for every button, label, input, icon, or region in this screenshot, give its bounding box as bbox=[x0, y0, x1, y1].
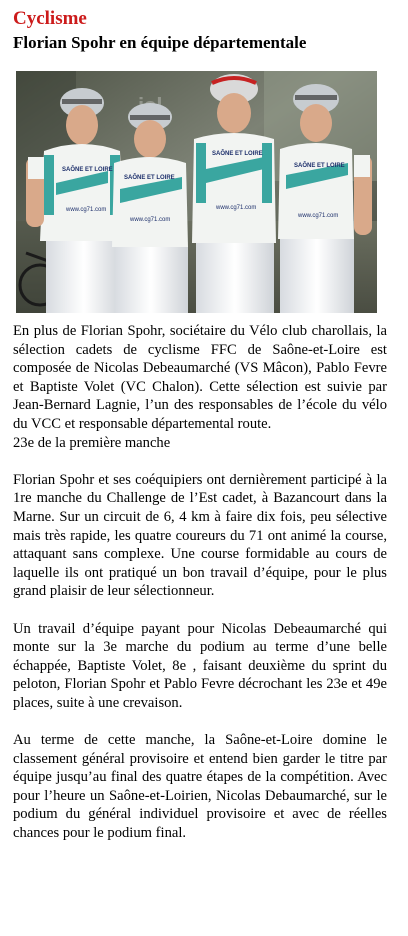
team-photo bbox=[16, 71, 377, 313]
svg-text:www.cg71.com: www.cg71.com bbox=[216, 205, 257, 211]
body-paragraph: Florian Spohr et ses coéquipiers ont dernièrement participé à la 1re manche du Challenge de l’Est cadet, à Bazancourt dans la Marne. Sur un circuit de 6, 4 km à faire dix fois, peu sélective mais très rapide, les quatre coureurs du 71 ont animé la course, attaquant sans complexe. Une course formidable au cours de laquelle ils ont pratiqué un bon travail d’équipe, pour le plus grand plaisir de leur sélectionneur. bbox=[13, 471, 387, 600]
body-subheading: 23e de la première manche bbox=[13, 434, 171, 451]
section-kicker: Cyclisme bbox=[13, 8, 87, 29]
svg-text:SAÔNE ET LOIRE: SAÔNE ET LOIRE bbox=[294, 163, 345, 169]
svg-text:www.cg71.com: www.cg71.com bbox=[130, 217, 171, 223]
body-paragraph: Au terme de cette manche, la Saône-et-Loire domine le classement général provisoire et entend bien garder le titre par équipe jusqu’au final des quatre étapes de la compétition. Avec pour l’heure un Saône-et-Loirien, Nicolas Debaumarché, sur le podium du général individuel provisoire et avec de réelles chances pour le podium final. bbox=[13, 732, 387, 842]
svg-text:SAÔNE ET LOIRE: SAÔNE ET LOIRE bbox=[212, 151, 263, 157]
article-body bbox=[13, 322, 387, 843]
body-paragraph: Un travail d’équipe payant pour Nicolas Debeaumarché qui monte sur la 3e marche du podium au terme d’une belle échappée, Baptiste Volet, 8e , faisant deuxième du sprint du peloton, Florian Spohr et Pablo Fevre décrochant les 23e et 49e places, suite à une crevaison. bbox=[13, 620, 387, 711]
svg-text:SAÔNE ET LOIRE: SAÔNE ET LOIRE bbox=[124, 175, 175, 181]
svg-text:www.cg71.com: www.cg71.com bbox=[298, 213, 339, 219]
body-paragraph: En plus de Florian Spohr, sociétaire du Vélo club charollais, la sélection cadets de cyclisme FFC de Saône-et-Loire est composée de Nicolas Debeaumarché (VS Mâcon), Pablo Fevre et Baptiste Volet (VC Chalon). Cette sélection est suivie par Jean-Bernard Lagnie, l’un des responsables de l’école du vélo du VCC et responsable départemental route. bbox=[13, 323, 387, 432]
svg-text:www.cg71.com: www.cg71.com bbox=[66, 207, 107, 213]
svg-text:SAÔNE ET LOIRE: SAÔNE ET LOIRE bbox=[62, 167, 113, 173]
article-headline: Florian Spohr en équipe départementale bbox=[13, 33, 307, 52]
